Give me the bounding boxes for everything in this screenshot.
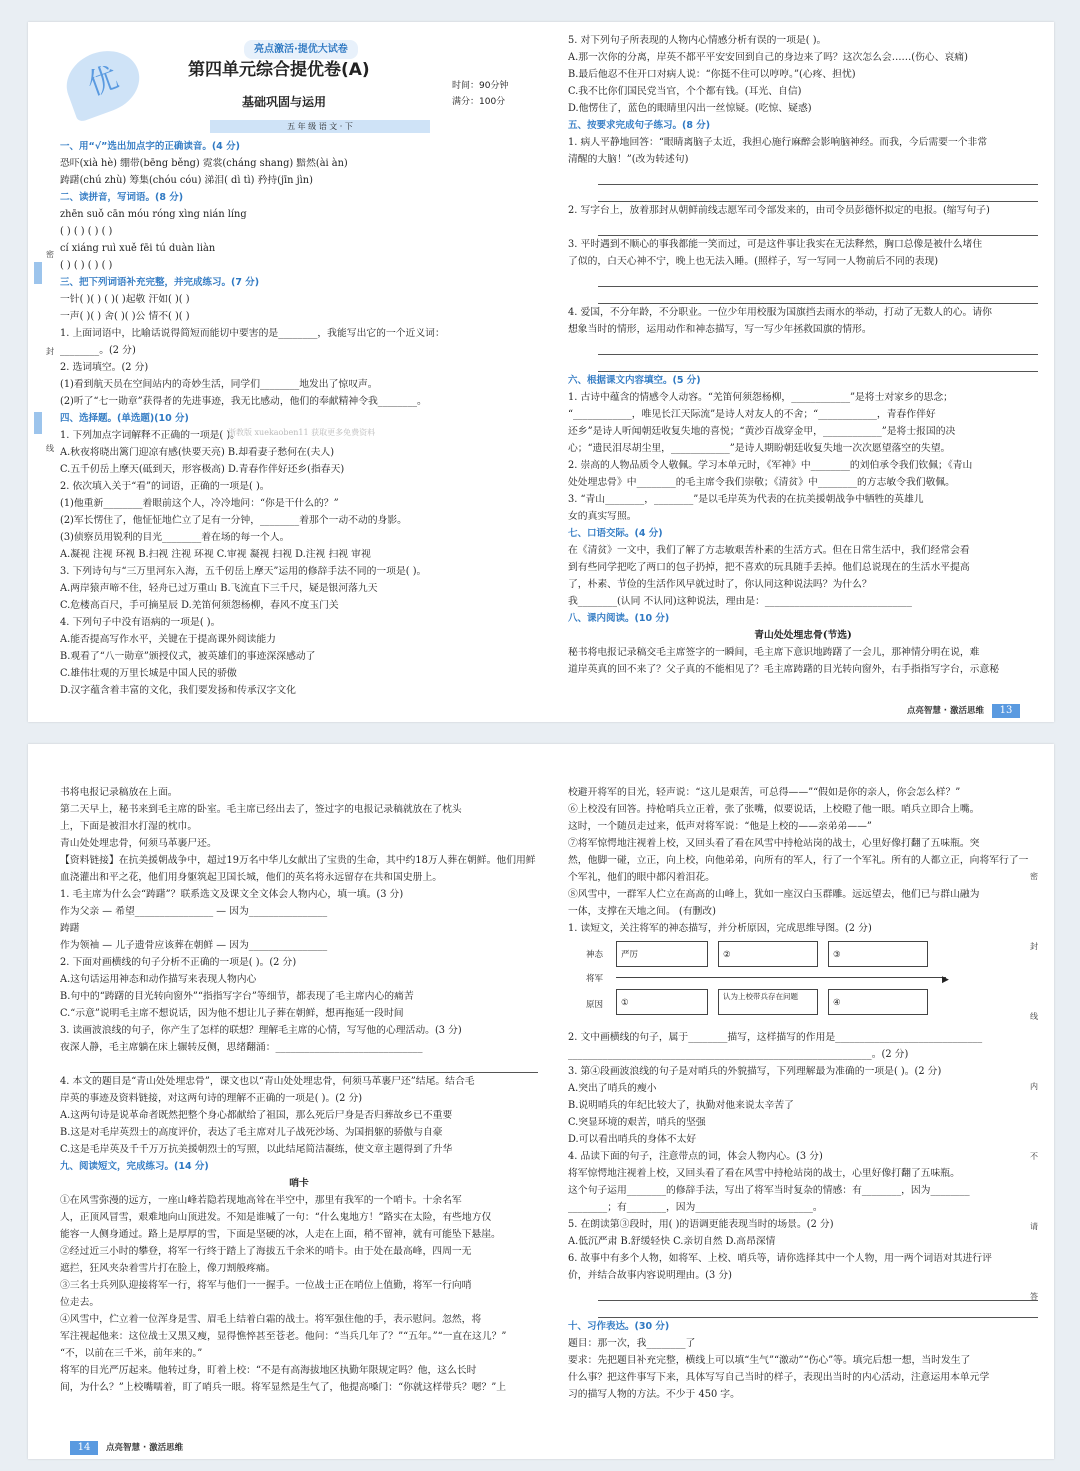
question-line: 一声( )( ) 舍( )( )公 情不( )( ) bbox=[60, 311, 190, 322]
question-line: ________；有________，因为________________________。 bbox=[568, 1202, 823, 1213]
question-line: 将军惊愕地注视着上校，又回头看了看在风雪中持枪站岗的战士，心里好像打翻了五味瓶。 bbox=[568, 1168, 960, 1179]
question-line: 人，正顶风冒雪，艰难地向山顶进发。不知是谁喊了一句：“什么鬼地方！”路实在太险，有些地方仅 bbox=[60, 1212, 492, 1223]
page-footer-slogan: 点亮智慧 · 激活思维 bbox=[106, 1443, 184, 1453]
side-mark-fold: 封 bbox=[46, 347, 54, 356]
question-line: 道岸英真的回不来了？父子真的不能相见了？毛主席踌躇的目光转向窗外，右手指指写字台，示意秘 bbox=[568, 664, 1000, 675]
question-line: 还乡”是诗人听闻朝廷收复失地的喜悦；“黄沙百战穿金甲，____________”是将士报国的决 bbox=[568, 426, 956, 437]
question-line: 5. 对下列句子所表现的人物内心情感分析有误的一项是( )。 bbox=[568, 35, 827, 46]
mind-map-box: 严厉 bbox=[616, 941, 708, 967]
page-13-left-column bbox=[60, 22, 538, 699]
question-line: ______________________________________________________________。(2 分) bbox=[568, 1049, 909, 1060]
question-line: 军注视起他来：这位战士又黑又瘦，显得憔悴甚至苍老。他问：“当兵几年了？”“五年。”“一直在这儿？” bbox=[60, 1331, 507, 1342]
question-line: A.这句话运用神态和动作描写来表现人物内心 bbox=[60, 974, 257, 985]
question-line: (1)看到航天员在空间站内的奇妙生活，同学们________地发出了惊叹声。 bbox=[60, 379, 378, 390]
passage-title: 哨卡 bbox=[289, 1178, 309, 1189]
question-line: 3. 平时遇到不顺心的事我都能一笑而过，可是这件事让我实在无法释然，胸口总像是被什么堵住 bbox=[568, 239, 983, 250]
question-line: 习的描写人物的方法。不少于 450 字。 bbox=[568, 1389, 740, 1400]
question-line: 到有些同学把吃了两口的包子扔掉，把不喜欢的玩具随手丢掉。他们总说现在的生活水平提高 bbox=[568, 562, 970, 573]
question-line: 恐吓(xià hè) 绷带(bēng běng) 霓裳(cháng shang) 黯然(ài àn) bbox=[60, 158, 348, 169]
question-line: 作为父亲 — 希望________________ — 因为________________ bbox=[60, 906, 328, 917]
answer-line[interactable] bbox=[598, 220, 1038, 236]
question-line: A.突出了哨兵的瘦小 bbox=[568, 1083, 657, 1094]
passage-title: 青山处处埋忠骨(节选) bbox=[754, 630, 852, 641]
side-mark-line: 线 bbox=[46, 444, 54, 453]
exam-header bbox=[60, 30, 538, 130]
question-line: 了，朴素、节俭的生活作风早就过时了，你认同这种说法吗？为什么？ bbox=[568, 579, 872, 590]
page-14-left-content bbox=[60, 784, 538, 1396]
question-line: C.突显环境的艰苦，哨兵的坚强 bbox=[568, 1117, 706, 1128]
question-line: 2. 依次填入关于“看”的词语，正确的一项是( )。 bbox=[60, 481, 270, 492]
page-13-right-content bbox=[568, 32, 1038, 678]
question-line: ⑦将军惊愕地注视着上校，又回头看了看在风雪中持枪站岗的战士，心里好像打翻了五味瓶。突 bbox=[568, 838, 980, 849]
mind-map-row-label: 将军 bbox=[586, 974, 604, 984]
mind-map-box: ① bbox=[616, 989, 708, 1015]
question-line: 位走去。 bbox=[60, 1297, 100, 1308]
question-line: zhēn suǒ cān móu róng xìng nián líng bbox=[60, 209, 247, 220]
question-line: 间，为什么？”上校嘴嚅着，盯了哨兵一眼。将军显然是生气了，他提高嗓门：“你就这样带兵？嗯？”上 bbox=[60, 1382, 507, 1393]
question-line: 将军的目光严厉起来。他转过身，盯着上校：“不是有高海拔地区执勤年限规定吗？他，这么长时 bbox=[60, 1365, 477, 1376]
question-line: (3)侦察员用锐利的目光________着在场的每一个人。 bbox=[60, 532, 290, 543]
question-line: 3. 下列诗句与“三万里河东入海，五千仞岳上摩天”运用的修辞手法不同的一项是( )。 bbox=[60, 566, 427, 577]
question-line: 心；“遗民泪尽胡尘里，____________”是诗人期盼朝廷收复失地一次次愿望落空的失望。 bbox=[568, 443, 951, 454]
answer-line[interactable] bbox=[598, 1285, 1038, 1301]
question-line: B.最后他忍不住开口对病人说：“你挺不住可以哼哼。”(心疼、担忧) bbox=[568, 69, 856, 80]
grade-strip: 五 年 级 语 文 · 下 bbox=[210, 120, 430, 133]
section-heading: 八、课内阅读。(10 分) bbox=[568, 613, 670, 624]
question-line: A.那一次你的分离，岸英不都平平安安回到自己的身边来了吗？这次怎么会……(伤心、哀痛) bbox=[568, 52, 968, 63]
section-heading: 三、把下列词语补充完整，并完成练习。(7 分) bbox=[60, 277, 260, 288]
question-line: 4. 下列句子中没有语病的一项是( )。 bbox=[60, 617, 221, 628]
page-14-left-column bbox=[60, 784, 538, 1396]
page-13-left-content bbox=[60, 138, 538, 699]
watermark-text: 浙教版 xuekaoben11 获取更多免费资料 bbox=[228, 428, 376, 437]
mind-map-box: ③ bbox=[828, 941, 928, 967]
question-line: 1. 下列加点字词解释不正确的一项是( )。 bbox=[60, 430, 240, 441]
question-line: B.这是对毛岸英烈士的高度评价，表达了毛主席对儿子战死沙场、为国捐躯的骄傲与自豪 bbox=[60, 1127, 443, 1138]
page-spread-top bbox=[28, 22, 1054, 722]
mind-map-row-label: 神态 bbox=[586, 950, 604, 960]
side-mark-inner: 内 bbox=[1030, 1082, 1038, 1091]
question-line: 题目：那一次，我________了 bbox=[568, 1338, 696, 1349]
question-line: ③三名士兵列队迎接将军一行，将军与他们一一握手。一位战士正在哨位上值勤，将军一行向哨 bbox=[60, 1280, 472, 1291]
side-mark-please: 请 bbox=[1030, 1222, 1038, 1231]
question-line: D.他愣住了，蓝色的眼睛里闪出一丝惊疑。(吃惊、疑惑) bbox=[568, 103, 812, 114]
question-line: 1. 上面词语中，比喻话说得简短而能切中要害的是________，我能写出它的一个近义词： bbox=[60, 328, 445, 339]
question-line: C.雄伟壮观的万里长城是中国人民的骄傲 bbox=[60, 668, 237, 679]
exam-time: 时间：90分钟 bbox=[452, 81, 509, 91]
question-line: C.我不比你们国民党当官，个个都有钱。(耳光、自信) bbox=[568, 86, 802, 97]
question-line: 4. 本文的题目是“青山处处埋忠骨”，课文也以“青山处处埋忠骨，何须马革裹尸还”结尾。结合毛 bbox=[60, 1076, 475, 1087]
side-tab-marker bbox=[34, 262, 42, 284]
question-line: 要求：先把题目补充完整，横线上可以填“生气”“激动”“伤心”等。填完后想一想，当时发生了 bbox=[568, 1355, 971, 1366]
side-mark-answer: 答 bbox=[1030, 1292, 1038, 1301]
question-line: 【资料链接】在抗美援朝战争中，超过19万名中华儿女献出了宝贵的生命，其中约18万人葬在朝鲜。他们用鲜 bbox=[60, 855, 536, 866]
question-line: 在《清贫》一文中，我们了解了方志敏艰苦朴素的生活方式。但在日常生活中，我们经常会看 bbox=[568, 545, 970, 556]
question-line: 2. 选词填空。(2 分) bbox=[60, 362, 149, 373]
question-line: 1. 病人平静地回答：“眼睛离脑子太近，我担心施行麻醉会影响脑神经。而我，今后需要一个非常 bbox=[568, 137, 988, 148]
mind-map-row-label: 原因 bbox=[586, 1000, 604, 1010]
question-line: 一针( )( ) ( )( )起敬 汗如( )( ) bbox=[60, 294, 190, 305]
question-line: 2. 下面对画横线的句子分析不正确的一项是( )。(2 分) bbox=[60, 957, 297, 968]
question-line: 5. 在朗读第③段时，用( )的语调更能表现当时的场景。(2 分) bbox=[568, 1219, 834, 1230]
question-line: 第二天早上，秘书来到毛主席的卧室。毛主席已经出去了，签过字的电报记录稿就放在了枕头 bbox=[60, 804, 462, 815]
question-line: 4. 爱国，不分年龄，不分职业。一位少年用校服为国旗挡去雨水的举动，打动了无数人的心。请你 bbox=[568, 307, 992, 318]
question-line: cí xiáng ruì xuě fēi tú duàn liàn bbox=[60, 243, 216, 254]
side-mark-seal: 密 bbox=[46, 250, 54, 259]
question-line: 青山处处埋忠骨，何须马革裹尸还。 bbox=[60, 838, 217, 849]
mind-map-box: 认为上校带兵存在问题 bbox=[718, 989, 818, 1015]
question-line: ( ) ( ) ( ) ( ) bbox=[60, 260, 113, 271]
question-line: 6. 故事中有多个人物，如将军、上校、哨兵等，请你选择其中一个人物，用一两个词语对其进行评 bbox=[568, 1253, 992, 1264]
question-line: ②经过近三小时的攀登，将军一行终于踏上了海拔五千余米的哨卡。由于处在最高峰，四周一无 bbox=[60, 1246, 472, 1257]
question-line: 3. “青山________，________”是以毛岸英为代表的在抗美援朝战争中牺牲的英雄儿 bbox=[568, 494, 924, 505]
page-14-right-column bbox=[568, 784, 1038, 1403]
section-heading: 七、口语交际。(4 分) bbox=[568, 528, 663, 539]
question-line: C.危楼高百尺，手可摘星辰 D.羌笛何须怨杨柳，春风不度玉门关 bbox=[60, 600, 339, 611]
question-line: 血浇灌出和平之花，他们用身躯筑起卫国长城，他们的英名将永远留存在共和国史册上。 bbox=[60, 872, 443, 883]
question-line: (2)军长愣住了，他怔怔地伫立了足有一分钟，________着那个一动不动的身影。 bbox=[60, 515, 407, 526]
answer-line[interactable] bbox=[598, 186, 1038, 202]
question-line: A.低沉严肃 B.舒缓轻快 C.亲切自然 D.高昂深情 bbox=[568, 1236, 776, 1247]
question-line: 然，他脚一碰，立正，向上校，向他弟弟，向所有的军人，行了一个军礼。所有的人都立正，向将军行了一 bbox=[568, 855, 1029, 866]
section-heading: 四、选择题。(单选题)(10 分) bbox=[60, 413, 189, 424]
question-line: 踌躇 bbox=[60, 923, 80, 934]
question-line: ⑧风雪中，一群军人伫立在高高的山峰上，犹如一座汉白玉群雕。远远望去，他们已与群山融为 bbox=[568, 889, 980, 900]
section-heading: 五、按要求完成句子练习。(8 分) bbox=[568, 120, 711, 131]
question-line: 1. 古诗中蕴含的情感令人动容。“羌笛何须怨杨柳，____________”是将士对家乡的思念； bbox=[568, 392, 953, 403]
timeline-arrow bbox=[616, 977, 946, 978]
mind-map-box: ② bbox=[718, 941, 818, 967]
answer-line[interactable] bbox=[598, 339, 1038, 355]
page-number: 14 bbox=[70, 1441, 98, 1455]
page-spread-bottom bbox=[28, 744, 1054, 1459]
mind-map-box: ④ bbox=[828, 989, 928, 1015]
side-mark-no: 不 bbox=[1030, 1152, 1038, 1161]
question-line: 1. 读短文，关注将军的神态描写，并分析原因，完成思维导图。(2 分) bbox=[568, 923, 872, 934]
question-line: A.两岸猿声啼不住，轻舟已过万重山 B.飞流直下三千尺，疑是银河落九天 bbox=[60, 583, 378, 594]
question-line: D.汉字蕴含着丰富的文化，我们要发扬和传承汉字文化 bbox=[60, 685, 296, 696]
question-line: ________。(2 分) bbox=[60, 345, 136, 356]
question-line: (2)听了“七一勋章”获得者的先进事迹，我无比感动，他们的奉献精神令我________。 bbox=[60, 396, 427, 407]
question-line: 这个句子运用________的修辞手法，写出了将军当时复杂的情感：有________，因为________ bbox=[568, 1185, 970, 1196]
series-pill: 亮点激活·提优大试卷 bbox=[244, 40, 358, 59]
question-line: A.能否提高写作水平，关键在于提高课外阅读能力 bbox=[60, 634, 276, 645]
question-line: 踌躇(chú zhù) 筹集(chóu cóu) 涕泪( dì tì) 矜持(jīn jìn) bbox=[60, 175, 313, 186]
page-14-right-content bbox=[568, 784, 1038, 1403]
question-line: 秘书将电报记录稿交毛主席签字的一瞬间，毛主席下意识地踌躇了一会儿，那神情分明在说，难 bbox=[568, 647, 980, 658]
question-line: 上，下面是被泪水打湿的枕巾。 bbox=[60, 821, 198, 832]
question-line: 书将电报记录稿放在上面。 bbox=[60, 787, 178, 798]
question-line: 了似的，白天心神不宁，晚上也无法入睡。(照样子，写一写同一人物前后不同的表现) bbox=[568, 256, 939, 267]
exam-score: 满分：100分 bbox=[452, 97, 506, 107]
question-line: 能容一人侧身通过。路上是厚厚的雪，下面是坚硬的冰，人走在上面，稍不留神，就有可能坠下悬崖。 bbox=[60, 1229, 501, 1240]
question-line: 处处埋忠骨》中________的毛主席令我们崇敬；《清贫》中________的方志敏令我们敬佩。 bbox=[568, 477, 955, 488]
question-line: A.这两句诗是说革命者既然把整个身心都献给了祖国，那么死后尸身是否归葬故乡已不重要 bbox=[60, 1110, 453, 1121]
side-mark-line: 线 bbox=[1030, 1012, 1038, 1021]
section-heading: 六、根据课文内容填空。(5 分) bbox=[568, 375, 701, 386]
question-line: 2. 写字台上，放着那封从朝鲜前线志愿军司令部发来的，由司令员彭德怀拟定的电报。(缩写句子) bbox=[568, 205, 990, 216]
question-line: 3. 读画波浪线的句子，你产生了怎样的联想？理解毛主席的心情，写写他的心理活动。(3 分) bbox=[60, 1025, 462, 1036]
side-mark-fold: 封 bbox=[1030, 942, 1038, 951]
question-line: C.“示意”说明毛主席不想说话，因为他不想让儿子葬在朝鲜，想再拖延一段时间 bbox=[60, 1008, 404, 1019]
question-line: C.这是毛岸英及千千万万抗美援朝烈士的写照，以此结尾简洁凝练，使文章主题得到了升华 bbox=[60, 1144, 453, 1155]
page-13-right-column bbox=[568, 32, 1038, 678]
mind-map-diagram bbox=[586, 941, 1006, 1025]
page-footer-slogan: 点亮智慧 · 激活思维 bbox=[906, 706, 984, 716]
question-line: 岸英的事迹及资料链接，对这两句诗的理解不正确的一项是( )。(2 分) bbox=[60, 1093, 363, 1104]
question-line: 我________(认同 不认同)这种说法，理由是：______________________________ bbox=[568, 596, 912, 607]
question-line: (1)他重新________着眼前这个人，冷冷地问：“你是干什么的？” bbox=[60, 498, 339, 509]
question-line: 价，并结合故事内容说明理由。(3 分) bbox=[568, 1270, 732, 1281]
question-line: “不，以前在三千米，前年来的。” bbox=[60, 1348, 203, 1359]
question-line: 女的真实写照。 bbox=[568, 511, 637, 522]
section-heading: 十、习作表达。(30 分) bbox=[568, 1321, 670, 1332]
question-line: 校避开将军的目光，轻声说：“这儿是艰苦，可总得——”“假如是你的亲人，你会怎么样？” bbox=[568, 787, 961, 798]
question-line: ④风雪中，伫立着一位浑身是雪、眉毛上结着白霜的战士。将军强住他的手，表示慰问。忽然，将 bbox=[60, 1314, 482, 1325]
answer-line[interactable] bbox=[598, 169, 1038, 185]
question-line: C.五千仞岳上摩天(砥到天，形容极高) D.青春作伴好还乡(指春天) bbox=[60, 464, 345, 475]
section-heading: 一、用“√”选出加点字的正确读音。(4 分) bbox=[60, 141, 240, 152]
question-line: 这时，一个随员走过来，低声对将军说：“他是上校的——亲弟弟——” bbox=[568, 821, 872, 832]
question-line: 2. 文中画横线的句子，属于________描写，这样描写的作用是______________________________ bbox=[568, 1032, 983, 1043]
question-line: “____________，唯见长江天际流”是诗人对友人的不舍；“____________，青春作伴好 bbox=[568, 409, 936, 420]
question-line: 2. 崇高的人物品质令人敬佩。学习本单元时，《军神》中________的刘伯承令我们钦佩；《青山 bbox=[568, 460, 973, 471]
question-line: 1. 毛主席为什么会“踌躇”？联系选文及课文全文体会人物内心，填一填。(3 分) bbox=[60, 889, 404, 900]
answer-line[interactable] bbox=[598, 1302, 1038, 1318]
question-line: ①在风雪弥漫的远方，一座山峰若隐若现地高耸在半空中，那里有我军的一个哨卡。十余名军 bbox=[60, 1195, 462, 1206]
question-line: 一体，支撑在天地之间。 (有删改) bbox=[568, 906, 716, 917]
question-line: A.凝视 注视 环视 B.扫视 注视 环视 C.审视 凝视 扫视 D.注视 扫视 审视 bbox=[60, 549, 371, 560]
side-tab-marker bbox=[34, 412, 42, 434]
exam-meta bbox=[452, 78, 508, 110]
question-line: B.观看了“八一勋章”颁授仪式，被英雄们的事迹深深感动了 bbox=[60, 651, 316, 662]
question-line: B.说明哨兵的年纪比较大了，执勤对他来说太辛苦了 bbox=[568, 1100, 794, 1111]
question-line: A.秋夜将晓出篱门迎凉有感(快要天亮) B.却看妻子愁何在(夫人) bbox=[60, 447, 335, 458]
arrow-head-icon: ▶ bbox=[942, 975, 949, 985]
section-heading: 二、读拼音，写词语。(8 分) bbox=[60, 192, 184, 203]
badge-icon: 优 bbox=[60, 41, 148, 123]
page-number: 13 bbox=[992, 704, 1020, 718]
section-heading: 九、阅读短文，完成练习。(14 分) bbox=[60, 1161, 209, 1172]
page-title: 第四单元综合提优卷(A) bbox=[188, 60, 370, 80]
question-line: 遮拦，狂风夹杂着雪片打在脸上，像刀割般疼痛。 bbox=[60, 1263, 276, 1274]
question-line: 3. 第④段画波浪线的句子是对哨兵的外貌描写，下列理解最为准确的一项是( )。(2 分) bbox=[568, 1066, 942, 1077]
answer-line[interactable] bbox=[598, 356, 1038, 372]
question-line: B.句中的“踌躇的目光转向窗外”“指指写字台”等细节，都表现了毛主席内心的痛苦 bbox=[60, 991, 414, 1002]
question-line: 夜深人静，毛主席躺在床上辗转反侧，思绪翻涌：______________________________ bbox=[60, 1042, 423, 1053]
answer-line[interactable] bbox=[598, 288, 1038, 304]
question-line: 4. 品读下面的句子，注意带点的词，体会人物内心。(3 分) bbox=[568, 1151, 823, 1162]
question-line: ( ) ( ) ( ) ( ) bbox=[60, 226, 113, 237]
answer-line[interactable] bbox=[90, 1057, 538, 1073]
question-line: ⑥上校没有回答。持枪哨兵立正着，张了张嘴，似要说话，上校瞪了他一眼。哨兵立即合上嘴。 bbox=[568, 804, 980, 815]
answer-line[interactable] bbox=[598, 271, 1038, 287]
question-line: 想象当时的情形，运用动作和神态描写，写一写少年拯救国旗的情形。 bbox=[568, 324, 872, 335]
question-line: D.可以看出哨兵的身体不太好 bbox=[568, 1134, 697, 1145]
question-line: 什么事？把这件事写下来，具体写写自己当时的样子，表现出当时的内心活动，注意运用本单元学 bbox=[568, 1372, 990, 1383]
page-subtitle: 基础巩固与运用 bbox=[242, 95, 327, 109]
side-mark-seal: 密 bbox=[1030, 872, 1038, 881]
question-line: 清醒的大脑！”(改为转述句) bbox=[568, 154, 689, 165]
question-line: 个军礼，他们的眼中都闪着泪花。 bbox=[568, 872, 715, 883]
question-line: 作为领袖 — 儿子遗骨应该葬在朝鲜 — 因为________________ bbox=[60, 940, 328, 951]
